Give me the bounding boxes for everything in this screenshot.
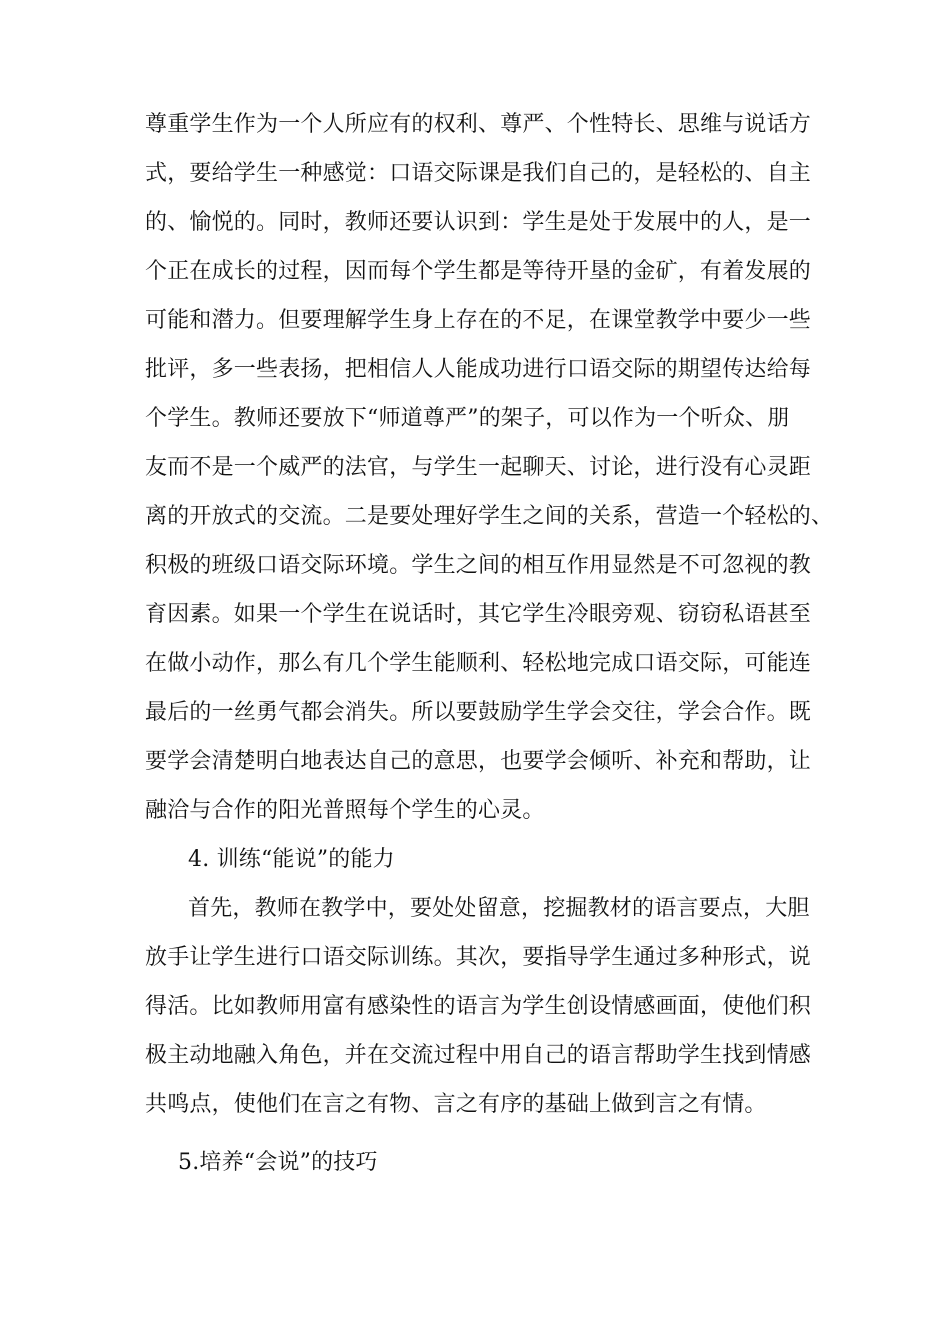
body-text-line: 共鸣点，使他们在言之有物、言之有序的基础上做到言之有情。 [145, 1092, 767, 1117]
body-text-line: 式，要给学生一种感觉：口语交际课是我们自己的，是轻松的、自主 [145, 161, 812, 186]
body-text-line: 积极的班级口语交际环境。学生之间的相互作用显然是不可忽视的教 [145, 553, 812, 578]
body-text-line: 在做小动作，那么有几个学生能顺利、轻松地完成口语交际，可能连 [145, 651, 812, 676]
body-text-line: 批评，多一些表扬，把相信人人能成功进行口语交际的期望传达给每 [145, 357, 812, 382]
body-text-line: 最后的一丝勇气都会消失。所以要鼓励学生学会交往，学会合作。既 [145, 700, 812, 725]
body-text-line: 极主动地融入角色，并在交流过程中用自己的语言帮助学生找到情感 [145, 1043, 812, 1068]
body-text-line: 放手让学生进行口语交际训练。其次，要指导学生通过多种形式，说 [145, 945, 812, 970]
body-text-line: 得活。比如教师用富有感染性的语言为学生创设情感画面，使他们积 [145, 994, 812, 1019]
body-text-line: 育因素。如果一个学生在说话时，其它学生冷眼旁观、窃窃私语甚至 [145, 602, 812, 627]
section-heading-4: 4. 训练“能说”的能力 [188, 847, 395, 872]
body-text-line: 友而不是一个威严的法官，与学生一起聊天、讨论，进行没有心灵距 [145, 455, 812, 480]
body-text-line: 尊重学生作为一个人所应有的权利、尊严、个性特长、思维与说话方 [145, 112, 812, 137]
section-heading-5: 5.培养“会说”的技巧 [178, 1150, 378, 1175]
body-text-line: 个正在成长的过程，因而每个学生都是等待开垦的金矿，有着发展的 [145, 259, 812, 284]
body-text-line: 融洽与合作的阳光普照每个学生的心灵。 [145, 798, 545, 823]
body-text-line: 首先，教师在教学中，要处处留意，挖掘教材的语言要点，大胆 [188, 896, 810, 921]
body-text-line: 个学生。教师还要放下“师道尊严”的架子，可以作为一个听众、朋 [145, 406, 790, 431]
body-text-line: 要学会清楚明白地表达自己的意思，也要学会倾听、补充和帮助，让 [145, 749, 812, 774]
body-text-line: 离的开放式的交流。二是要处理好学生之间的关系，营造一个轻松的、 [145, 504, 834, 529]
body-text-line: 可能和潜力。但要理解学生身上存在的不足，在课堂教学中要少一些 [145, 308, 812, 333]
body-text-line: 的、愉悦的。同时，教师还要认识到：学生是处于发展中的人，是一 [145, 210, 812, 235]
